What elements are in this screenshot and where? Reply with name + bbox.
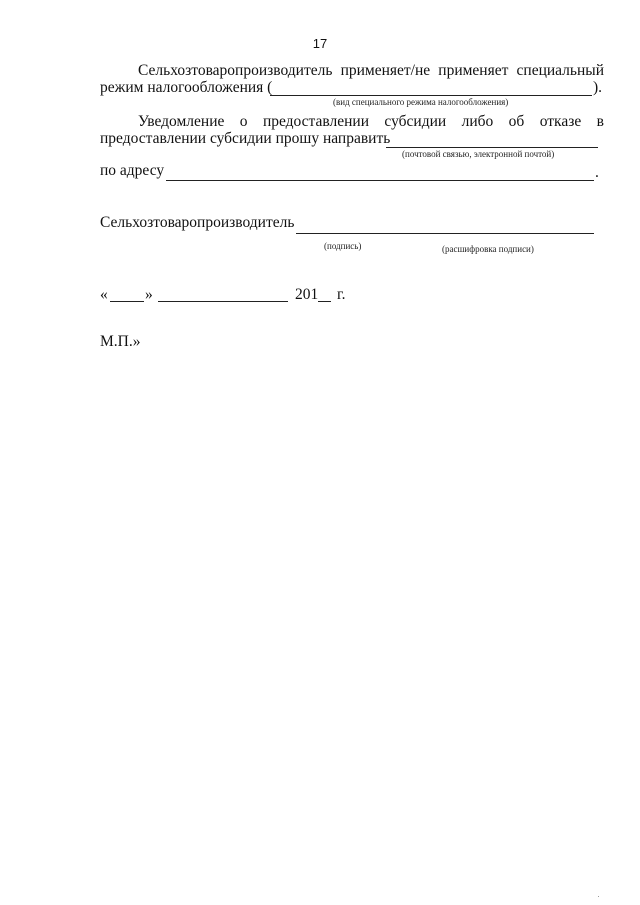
notification-word: либо	[461, 113, 494, 130]
scan-speck	[598, 896, 599, 897]
date-year-prefix: 201	[295, 286, 319, 303]
notification-caption: (почтовой связью, электронной почтой)	[402, 149, 555, 159]
notification-word: предоставлении	[262, 113, 370, 130]
notification-word: о	[239, 113, 248, 130]
date-close-quote: »	[145, 286, 153, 303]
address-label: по адресу	[100, 162, 165, 179]
signature-blank-line[interactable]	[296, 233, 594, 234]
tax-regime-word: Сельхозтоваропроизводитель	[138, 62, 333, 79]
tax-regime-word: применяет	[438, 62, 509, 79]
stamp-label: М.П.»	[100, 333, 141, 350]
tax-regime-blank-line[interactable]	[270, 95, 592, 96]
date-month-blank[interactable]	[158, 301, 288, 302]
notification-word: в	[596, 113, 604, 130]
date-open-quote: «	[100, 286, 108, 303]
address-blank-line[interactable]	[166, 180, 594, 181]
tax-regime-suffix: ).	[593, 79, 603, 96]
signature-caption: (подпись)	[324, 241, 362, 251]
date-year-blank[interactable]	[318, 301, 331, 302]
tax-regime-prefix: режим налогообложения (	[100, 79, 273, 96]
tax-regime-word: специальный	[516, 62, 604, 79]
notification-word: об	[508, 113, 525, 130]
notification-word: отказе	[539, 113, 582, 130]
date-year-suffix: г.	[337, 286, 346, 303]
page-number: 17	[312, 36, 328, 51]
date-day-blank[interactable]	[110, 301, 144, 302]
notification-blank-line[interactable]	[386, 147, 598, 148]
notification-prefix: предоставлении субсидии прошу направить	[100, 130, 391, 147]
notification-line-1	[138, 113, 604, 131]
notification-word: Уведомление	[138, 113, 225, 130]
signature-label: Сельхозтоваропроизводитель	[100, 214, 295, 231]
tax-regime-line-1	[138, 62, 604, 80]
tax-regime-caption: (вид специального режима налогообложения)	[333, 97, 509, 107]
notification-word: субсидии	[384, 113, 447, 130]
signature-transcript-caption: (расшифровка подписи)	[442, 244, 534, 254]
tax-regime-word: применяет/не	[340, 62, 431, 79]
address-suffix: .	[595, 164, 599, 181]
